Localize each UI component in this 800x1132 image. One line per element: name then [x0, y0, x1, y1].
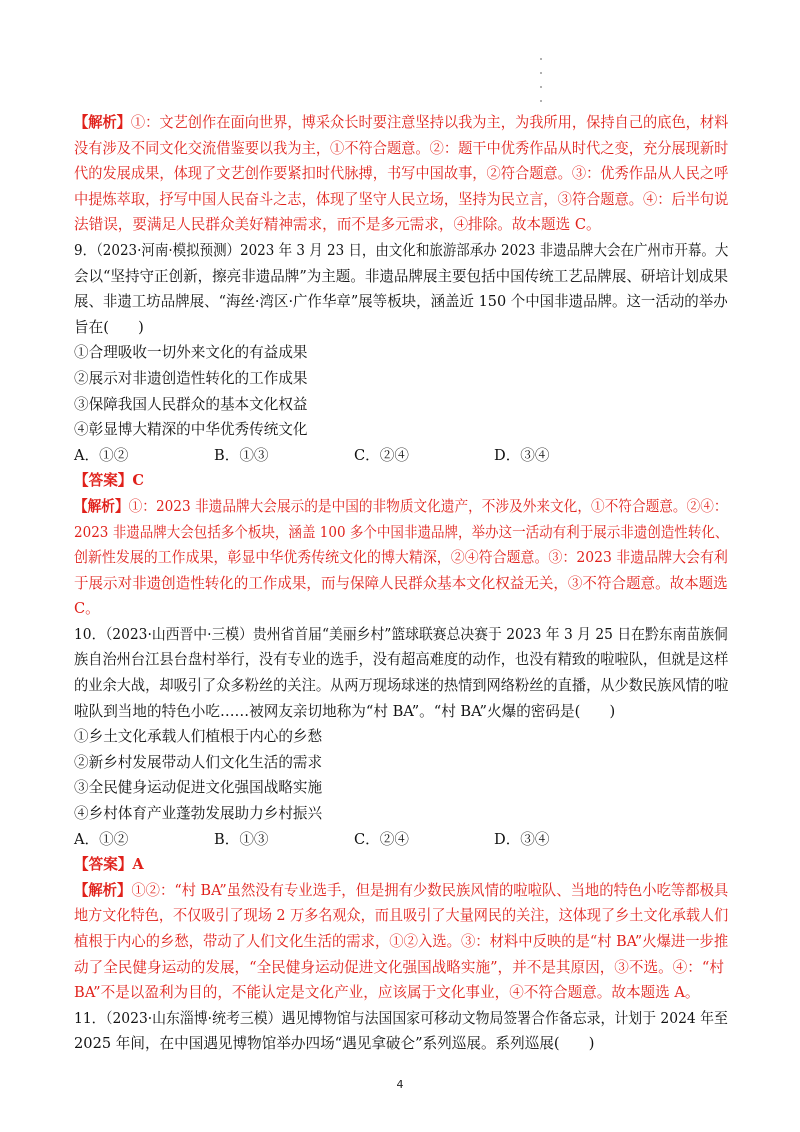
analysis-line: 没有涉及不同文化交流借鉴要以我为主，①不符合题意。②：题干中优秀作品从时代之变，充分展现新时	[74, 139, 729, 157]
analysis-q10	[74, 878, 728, 1006]
analysis-line: 2023 非遗品牌大会包括多个板块，涵盖 100 多个中国非遗品牌，举办这一活动有利于展示非遗创造性转化、	[74, 523, 729, 541]
option-b: B．①③	[214, 446, 269, 464]
statement-item: ①合理吸收一切外来文化的有益成果	[74, 344, 308, 362]
option-a: A．①②	[74, 830, 129, 848]
decorative-dots	[540, 58, 544, 114]
question-line: 展、非遗工坊品牌展、“海丝·湾区·广作华章”展等板块，涵盖近 150 个中国非遗品牌。这一活动的举办	[74, 293, 728, 311]
analysis-line: BA”不是以盈利为目的，不能认定是文化产业，应该属于文化事业，④不符合题意。故本题选 A。	[74, 984, 700, 1002]
question-line: 9．（2023·河南·模拟预测）2023 年 3 月 23 日，由文化和旅游部承办 2023 非遗品牌大会在广州市开幕。大	[74, 241, 729, 259]
page-content	[74, 110, 728, 1057]
answer-q9: 【答案】C	[74, 472, 144, 490]
question-9	[74, 238, 728, 468]
option-d: D．③④	[494, 446, 550, 464]
analysis-line: 地方文化特色，不仅吸引了现场 2 万多名观众，而且吸引了大量网民的关注，这体现了乡土文化承载人们	[74, 907, 729, 925]
dot	[540, 72, 542, 74]
analysis-q9	[74, 494, 728, 622]
analysis-tag: 【解析】	[74, 881, 132, 899]
analysis-line: 法错误，要满足人民群众美好精神需求，而不是多元需求，④排除。故本题选 C。	[74, 216, 601, 234]
statement-item: ②展示对非遗创造性转化的工作成果	[74, 369, 308, 387]
question-line: 啦队到当地的特色小吃……被网友亲切地称为“村 BA”。“村 BA”火爆的密码是( )	[74, 702, 616, 720]
question-11	[74, 1006, 728, 1057]
option-c: C．②④	[354, 446, 409, 464]
analysis-tag: 【解析】	[74, 114, 131, 131]
analysis-line: 代的发展成果，体现了文艺创作要紧扣时代脉搏，书写中国故事，②符合题意。③：优秀作品从人民之呼	[74, 165, 729, 183]
statement-item: ①乡土文化承载人们植根于内心的乡愁	[74, 728, 323, 746]
question-line: 会以“坚持守正创新，擦亮非遗品牌”为主题。非遗品牌展主要包括中国传统工艺品牌展、研培计划成果	[74, 267, 729, 285]
statement-item: ③保障我国人民群众的基本文化权益	[74, 395, 308, 413]
dot	[540, 58, 542, 60]
analysis-line: 中提炼萃取，抒写中国人民奋斗之志，体现了坚守人民立场，坚持为民立言，③符合题意。④：后半句说	[74, 190, 729, 208]
analysis-q8	[74, 110, 728, 238]
question-line: 族自治州台江县台盘村举行，没有专业的选手，没有超高难度的动作，也没有精致的啦啦队，但就是这样	[74, 651, 729, 669]
analysis-line: 植根于内心的乡愁，带动了人们文化生活的需求，①②入选。③：材料中反映的是“村 BA”火爆进一步推	[74, 933, 729, 950]
option-c: C．②④	[354, 830, 409, 848]
analysis-line: C。	[74, 600, 100, 618]
statement-item: ②新乡村发展带动人们文化生活的需求	[74, 753, 323, 771]
question-line: 10．（2023·山西晋中·三模）贵州省首届“美丽乡村”篮球联赛总决赛于 2023 年 3 月 25 日在黔东南苗族侗	[74, 625, 728, 643]
question-10	[74, 622, 728, 852]
statement-item: ③全民健身运动促进文化强国战略实施	[74, 779, 323, 797]
analysis-line: 创新性发展的工作成果，彰显中华优秀传统文化的博大精深，②④符合题意。③：2023 非遗品牌大会有利	[74, 549, 728, 567]
page-number: 4	[396, 1078, 404, 1091]
dot	[540, 86, 542, 88]
option-a: A．①②	[74, 446, 129, 464]
question-line: 2025 年间，在中国遇见博物馆举办四场“遇见拿破仑”系列巡展。系列巡展( )	[74, 1035, 595, 1053]
question-line: 11．（2023·山东淄博·统考三模）遇见博物馆与法国国家可移动文物局签署合作备忘录，计划于 2024 年至	[74, 1009, 728, 1027]
analysis-tag: 【解析】	[74, 497, 129, 515]
answer-q10: 【答案】A	[74, 856, 144, 874]
answer-options	[74, 827, 728, 853]
statement-item: ④乡村体育产业蓬勃发展助力乡村振兴	[74, 805, 323, 823]
analysis-line: 于展示对非遗创造性转化的工作成果，而与保障人民群众基本文化权益无关，③不符合题意。故本题选	[74, 574, 728, 592]
answer-options	[74, 443, 728, 469]
analysis-line: ①：2023 非遗品牌大会展示的是中国的非物质文化遗产，不涉及外来文化，①不符合题意。②④：	[128, 497, 728, 515]
option-b: B．①③	[214, 830, 269, 848]
analysis-line: ①②：“村 BA”虽然没有专业选手，但是拥有少数民族风情的啦啦队、当地的特色小吃等都极具	[131, 881, 729, 899]
question-line: 的业余大战，却吸引了众多粉丝的关注。从两万现场球迷的热情到网络粉丝的直播，从少数民族风情的啦	[74, 677, 729, 695]
question-line: 旨在( )	[74, 318, 144, 336]
statement-item: ④彰显博大精深的中华优秀传统文化	[74, 421, 308, 439]
dot	[540, 100, 542, 102]
analysis-line: 动了全民健身运动的发展，“全民健身运动促进文化强国战略实施”，并不是其原因，③不选。④：“村	[74, 958, 724, 976]
analysis-line: ①：文艺创作在面向世界，博采众长时要注意坚持以我为主，为我所用，保持自己的底色，材料	[130, 114, 729, 131]
option-d: D．③④	[494, 830, 550, 848]
